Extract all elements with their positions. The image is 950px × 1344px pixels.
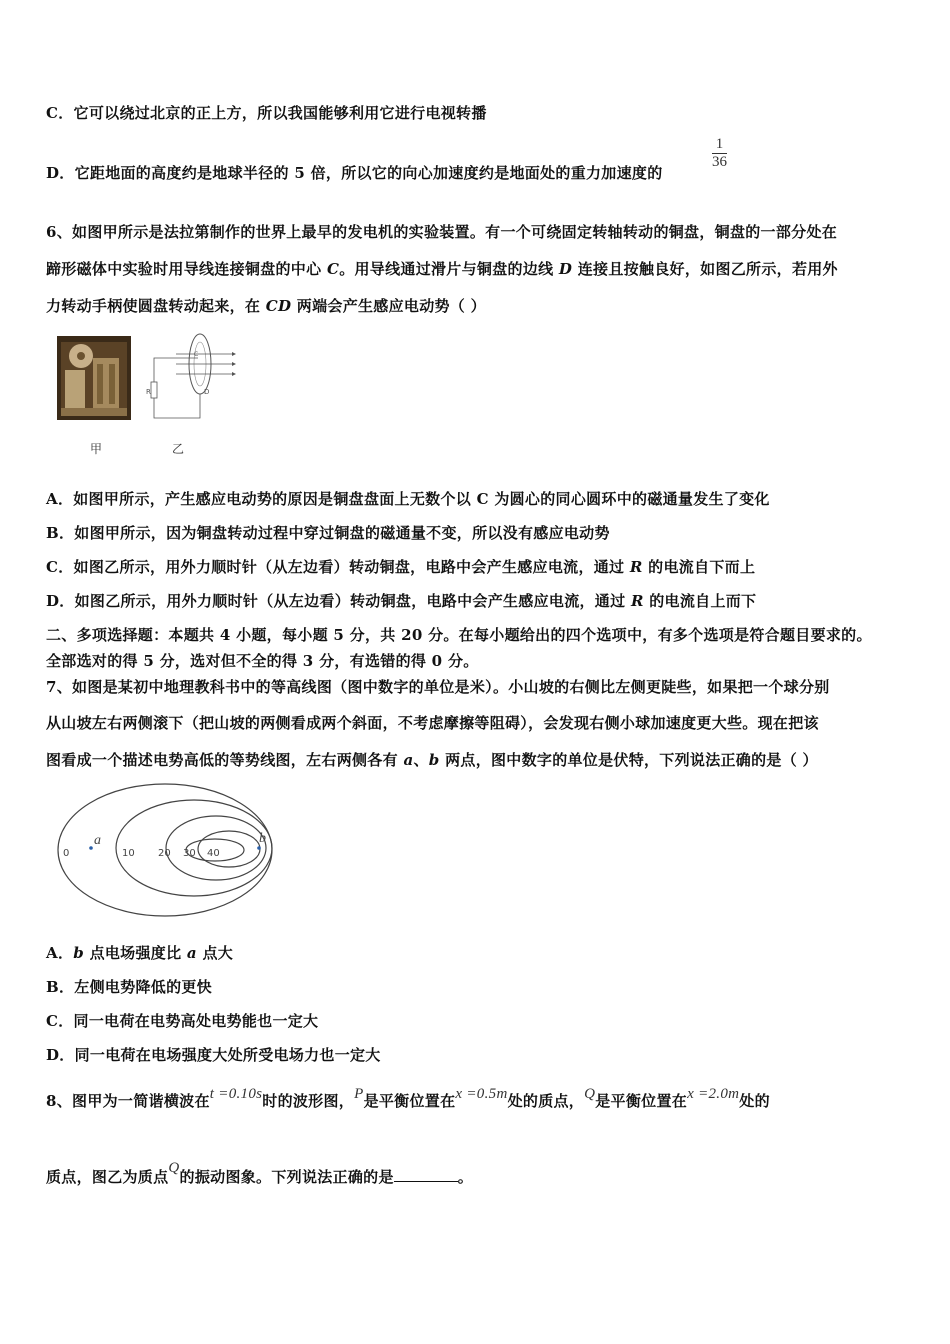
contour-label-10: 10 [122,848,135,859]
q6-option-b: B．如图甲所示，因为铜盘转动过程中穿过铜盘的磁通量不变，所以没有感应电动势 [46,524,610,542]
math-q: Q [584,1086,596,1102]
math-t: t =0.10s [209,1086,263,1102]
math-x2: x =2.0m [687,1086,740,1102]
section2-header-line1: 二、多项选择题：本题共 4 小题，每小题 5 分，共 20 分。在每小题给出的四个选项中，有多个选项是符合题目要求的。 [46,626,872,644]
q6-option-d: D．如图乙所示，用外力顺时针（从左边看）转动铜盘，电路中会产生感应电流，通过 R 的电流自上而下 [46,592,757,610]
label-c: C [194,351,199,358]
fraction-numerator: 1 [712,136,727,154]
equipotential-contour-figure [52,782,278,922]
answer-blank [394,1167,458,1182]
caption-yi: 乙 [172,442,185,456]
math-q2: Q [168,1160,180,1176]
point-a-marker [89,846,93,850]
q6-stem-line3: 力转动手柄使圆盘转动起来，在 CD 两端会产生感应电动势（ ） [46,297,486,315]
q7-option-c: C．同一电荷在电势高处电势能也一定大 [46,1012,319,1030]
faraday-apparatus-photo [57,336,131,420]
q6-option-a: A．如图甲所示，产生感应电动势的原因是铜盘盘面上无数个以 C 为圆心的同心圆环中的磁通量发生了变化 [46,490,770,508]
fraction-denominator: 36 [712,154,727,170]
contour-label-40: 40 [207,848,220,859]
q7-stem-line2: 从山坡左右两侧滚下（把山坡的两侧看成两个斜面，不考虑摩擦等阻碍），会发现右侧小球加速度更大些。现在把该 [46,714,819,732]
label-d: D [204,388,210,396]
q8-stem-line1: 8、图甲为一简谐横波在t =0.10s时的波形图，P是平衡位置在x =0.5m处的质点，Q是平衡位置在x =2.0m处的 [46,1086,770,1110]
q7-stem-line1: 7、如图是某初中地理教科书中的等高线图（图中数字的单位是米）。小山坡的右侧比左侧更陡些，如果把一个球分别 [46,678,830,696]
faraday-disk-circuit [144,332,240,424]
contour-label-30: 30 [183,848,196,859]
math-x1: x =0.5m [455,1086,508,1102]
q6-stem-line1: 6、如图甲所示是法拉第制作的世界上最早的发电机的实验装置。有一个可绕固定转轴转动的铜盘，铜盘的一部分处在 [46,223,838,241]
q6-option-c: C．如图乙所示，用外力顺时针（从左边看）转动铜盘，电路中会产生感应电流，通过 R 的电流自下而上 [46,558,756,576]
point-b-marker [257,846,261,850]
contour-label-0: 0 [63,848,70,859]
section2-header-line2: 全部选对的得 5 分，选对但不全的得 3 分，有选错的得 0 分。 [46,652,479,670]
q7-option-a: A．b 点电场强度比 a 点大 [46,944,234,962]
fraction-1-36 [712,136,727,171]
contour-label-20: 20 [158,848,171,859]
label-r: R [146,388,151,396]
math-p: P [354,1086,364,1102]
q7-option-b: B．左侧电势降低的更快 [46,978,212,996]
q8-stem-line2: 质点，图乙为质点Q的振动图象。下列说法正确的是 。 [46,1160,474,1186]
q7-stem-line3: 图看成一个描述电势高低的等势线图，左右两侧各有 a、b 两点，图中数字的单位是伏特，下列说法正确的是（ ） [46,751,818,769]
label-a: a [94,833,101,848]
q6-stem-line2: 蹄形磁体中实验时用导线连接铜盘的中心 C。用导线通过滑片与铜盘的边线 D 连接且按触良好，如图乙所示，若用外 [46,260,838,278]
q5-option-d: D．它距地面的高度约是地球半径的 5 倍，所以它的向心加速度约是地面处的重力加速度的 [46,164,663,182]
label-b: b [259,831,266,846]
q5-option-c: C．它可以绕过北京的正上方，所以我国能够利用它进行电视转播 [46,104,487,122]
q7-option-d: D．同一电荷在电场强度大处所受电场力也一定大 [46,1046,381,1064]
caption-jia: 甲 [90,442,103,456]
